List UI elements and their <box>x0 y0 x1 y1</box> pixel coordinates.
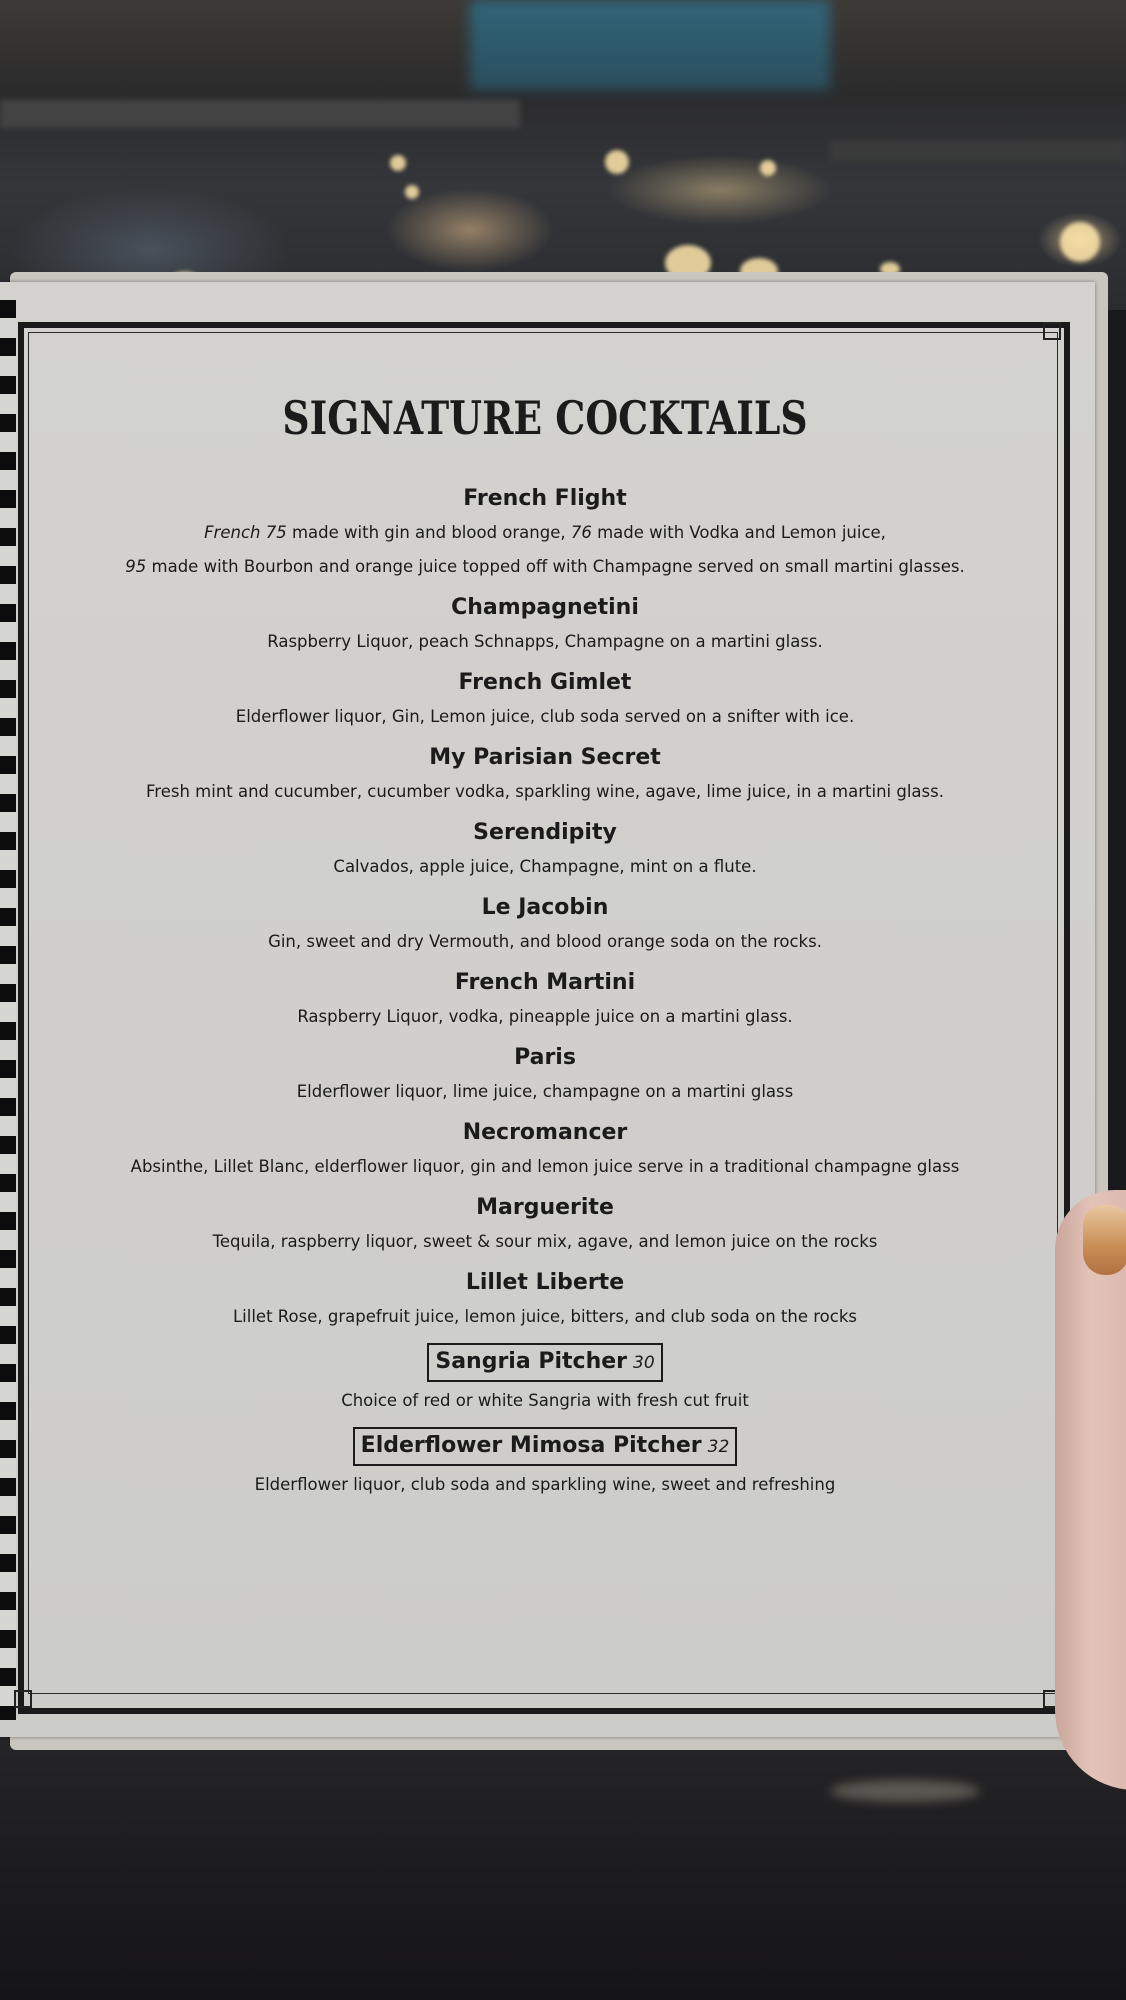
bokeh-light <box>605 150 629 174</box>
item-description: Fresh mint and cucumber, cucumber vodka, sparkling wine, agave, lime juice, in a martini glass. <box>146 782 944 801</box>
menu-title: SIGNATURE COCKTAILS <box>282 391 808 445</box>
menu-item <box>40 893 1050 955</box>
item-description: Raspberry Liquor, peach Schnapps, Champagne on a martini glass. <box>267 632 823 651</box>
menu-item <box>40 743 1050 805</box>
item-description: Elderflower liquor, club soda and sparkling wine, sweet and refreshing <box>254 1475 836 1494</box>
item-name: Le Jacobin <box>481 895 609 920</box>
item-name: Paris <box>514 1045 576 1070</box>
border-corner-ornament <box>14 1690 32 1708</box>
bokeh-light <box>405 185 419 199</box>
item-price: 30 <box>633 1353 655 1373</box>
menu-item <box>40 1043 1050 1105</box>
item-description: Tequila, raspberry liquor, sweet & sour mix, agave, and lemon juice on the rocks <box>212 1232 878 1251</box>
menu-item <box>40 668 1050 730</box>
desc-emphasis: 95 <box>125 557 147 576</box>
item-description: Absinthe, Lillet Blanc, elderflower liquor, gin and lemon juice serve in a traditional champagne glass <box>130 1157 960 1176</box>
menu-item <box>40 1193 1050 1255</box>
desc-text: made with Bourbon and orange juice topped off with Champagne served on small martini glasses. <box>146 557 965 576</box>
item-description: Elderflower liquor, lime juice, champagne on a martini glass <box>296 1082 794 1101</box>
binder-rings <box>0 300 16 1720</box>
item-description: Choice of red or white Sangria with fresh cut fruit <box>341 1391 749 1410</box>
item-name: Lillet Liberte <box>465 1270 625 1295</box>
background-beam <box>830 140 1126 162</box>
desc-text: made with gin and blood orange, <box>286 523 571 542</box>
item-name: French Flight <box>463 486 627 511</box>
menu-content <box>40 390 1050 1511</box>
menu-item <box>40 968 1050 1030</box>
table-surface <box>0 1720 1126 2000</box>
bokeh-light <box>760 160 776 176</box>
item-name: Necromancer <box>462 1120 628 1145</box>
menu-item <box>40 1343 1050 1414</box>
desc-emphasis: French 75 <box>204 523 287 542</box>
item-name: Serendipity <box>473 820 617 845</box>
desc-text: made with Vodka and Lemon juice, <box>591 523 886 542</box>
item-name-text: Elderflower Mimosa Pitcher <box>360 1433 702 1458</box>
fingernail <box>1083 1205 1126 1275</box>
item-description: Calvados, apple juice, Champagne, mint on a flute. <box>333 857 757 876</box>
item-name: My Parisian Secret <box>429 745 661 770</box>
item-description: Raspberry Liquor, vodka, pineapple juice on a martini glass. <box>297 1007 793 1026</box>
background-teal-sign <box>470 0 830 90</box>
table-glare <box>830 1780 980 1802</box>
border-corner-ornament <box>1043 322 1061 340</box>
item-name <box>40 1343 1050 1382</box>
item-description: Gin, sweet and dry Vermouth, and blood orange soda on the rocks. <box>268 932 822 951</box>
item-name: French Martini <box>454 970 636 995</box>
item-name: French Gimlet <box>458 670 632 695</box>
background-beam <box>0 100 520 128</box>
menu-item <box>40 484 1050 580</box>
boxed-item-title <box>427 1343 662 1382</box>
boxed-item-title <box>353 1427 738 1466</box>
item-name: Champagnetini <box>451 595 639 620</box>
menu-item <box>40 818 1050 880</box>
menu-item <box>40 1427 1050 1498</box>
item-name-text: Sangria Pitcher <box>435 1349 627 1374</box>
item-name: Marguerite <box>476 1195 614 1220</box>
item-description: Elderflower liquor, Gin, Lemon juice, club soda served on a snifter with ice. <box>235 707 855 726</box>
menu-item <box>40 1118 1050 1180</box>
item-description <box>40 520 1050 580</box>
item-name <box>40 1427 1050 1466</box>
desc-emphasis: 76 <box>570 523 592 542</box>
bokeh-light <box>390 155 406 171</box>
item-description: Lillet Rose, grapefruit juice, lemon juice, bitters, and club soda on the rocks <box>232 1307 857 1326</box>
menu-item <box>40 593 1050 655</box>
bokeh-light <box>1060 222 1100 262</box>
holding-hand <box>1055 1190 1126 1790</box>
menu-item <box>40 1268 1050 1330</box>
item-price: 32 <box>707 1437 730 1457</box>
